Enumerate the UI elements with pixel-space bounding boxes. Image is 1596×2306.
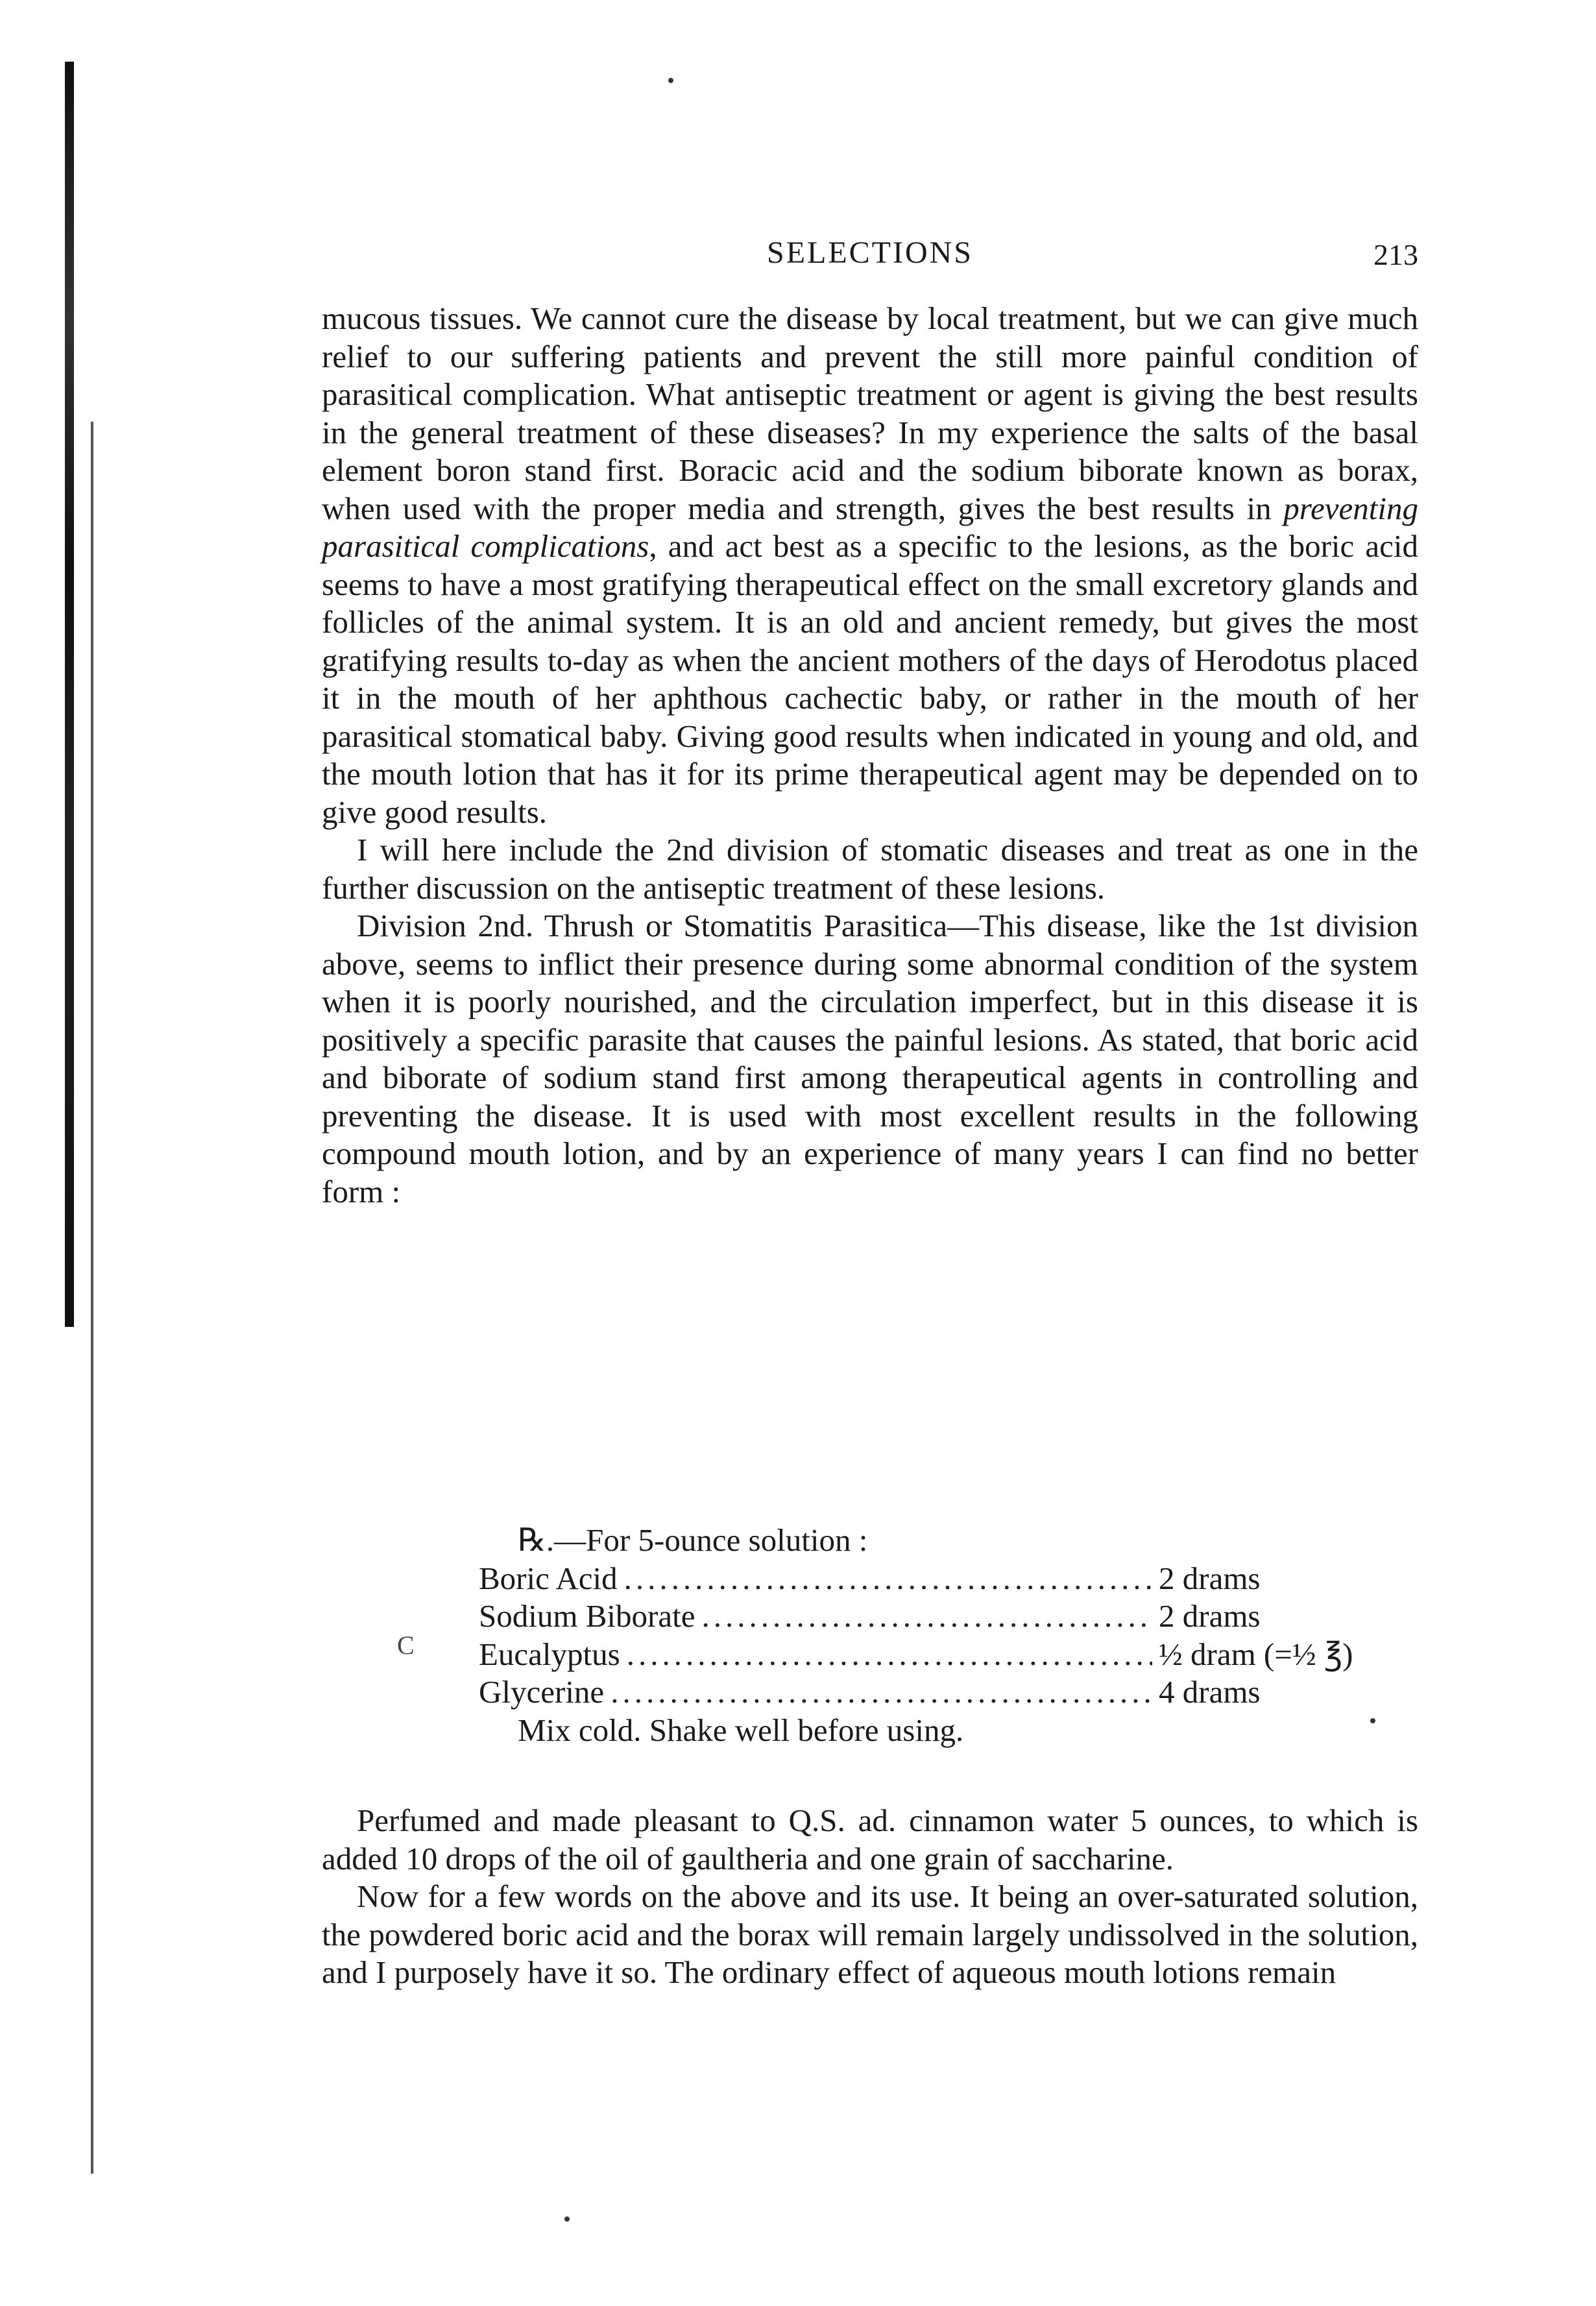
book-gutter-line (91, 422, 93, 2174)
recipe-item (479, 1597, 1418, 1636)
stray-ink-dot (564, 2216, 570, 2222)
margin-annotation: C (397, 1631, 415, 1660)
recipe-heading: ℞.—For 5-ounce solution : (518, 1522, 868, 1558)
dot-leader (627, 1636, 1152, 1674)
emphasis-text: preventing parasitical complications (322, 490, 1418, 564)
body-text (322, 300, 1418, 1211)
paragraph: Perfumed and made pleasant to Q.S. ad. cinnamon water 5 ounces, to which is added 10 drops of the oil of gaultheria and one grain of saccharine. (322, 1802, 1418, 1876)
ingredient-name: Boric Acid (479, 1560, 618, 1596)
ingredient-name: Glycerine (479, 1674, 605, 1710)
recipe-item (479, 1560, 1418, 1598)
dot-leader (624, 1560, 1152, 1598)
paragraph (322, 300, 1418, 831)
ingredient-amount: 4 drams (1159, 1674, 1261, 1710)
paragraph: I will here include the 2nd division of stomatic diseases and treat as one in the further discussion on the antiseptic treatment of these lesions. (322, 832, 1418, 906)
page-header (322, 235, 1418, 280)
ingredient-name: Eucalyptus (479, 1636, 620, 1672)
paragraph-text: mucous tissues. We cannot cure the disease by local treatment, but we can give much relief to our suffering patients and prevent the still more painful condition of parasitical complication. What antiseptic treatment or agent is giving the best results in the general treatment of these diseases? In my experience the salts of the basal element boron stand first. Boracic acid and the sodium biborate known as borax, when used with the proper media and strength, gives the best results in (322, 300, 1418, 526)
prescription-recipe (479, 1522, 1418, 1749)
ingredient-name: Sodium Biborate (479, 1598, 695, 1634)
ingredient-amount: 2 drams (1159, 1598, 1261, 1634)
recipe-instruction: Mix cold. Shake well before using. (518, 1712, 964, 1748)
body-text-continued (322, 1802, 1418, 1992)
recipe-item (479, 1636, 1418, 1674)
page-number: 213 (1373, 238, 1418, 271)
paragraph: Division 2nd. Thrush or Stomatitis Parasitica—This disease, like the 1st division above, seems to inflict their presence during some abnormal condition of the system when it is poorly nourished, and the circulation imperfect, but in this disease it is positively a specific parasite that causes the painful lesions. As stated, that boric acid and biborate of sodium stand first among therapeutical agents in controlling and preventing the disease. It is used with most excellent results in the following compound mouth lotion, and by an experience of many years I can find no better form : (322, 908, 1418, 1209)
book-binding-edge (65, 62, 74, 1327)
running-title: SELECTIONS (767, 236, 973, 270)
ingredient-amount: 2 drams (1159, 1560, 1261, 1596)
paragraph-text: , and act best as a specific to the lesions, as the boric acid seems to have a most gratifying therapeutical effect on the small excretory glands and follicles of the animal system. It is an old and ancient remedy, but gives the most gratifying results to-day as when the ancient mothers of the days of Herodotus placed it in the mouth of her aphthous cachectic baby, or rather in the mouth of her parasitical stomatical baby. Giving good results when indicated in young and old, and the mouth lotion that has it for its prime therapeutical agent may be depended on to give good results. (322, 528, 1418, 830)
dot-leader (611, 1673, 1152, 1712)
recipe-item (479, 1673, 1418, 1712)
stray-ink-dot (668, 78, 673, 83)
dot-leader (701, 1597, 1152, 1636)
ingredient-amount: ½ dram (=½ ℥) (1159, 1636, 1353, 1672)
paragraph: Now for a few words on the above and its use. It being an over-saturated solution, the powdered boric acid and the borax will remain largely undissolved in the solution, and I purposely have it so. The ordinary effect of aqueous mouth lotions remain (322, 1878, 1418, 1990)
